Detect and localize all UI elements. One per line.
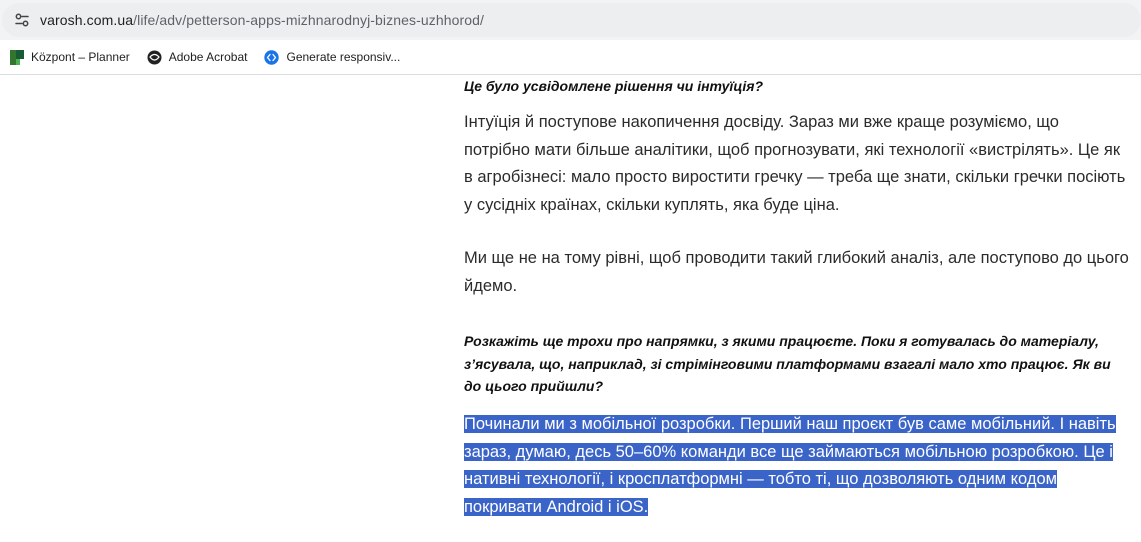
generate-icon: [264, 50, 279, 65]
bookmark-label: Adobe Acrobat: [168, 50, 248, 64]
site-info-icon[interactable]: [13, 11, 31, 29]
bookmark-acrobat[interactable]: [138, 44, 256, 70]
url-path: /life/adv/petterson-apps-mizhnarodnyj-biznes-uzhhorod/: [133, 12, 485, 28]
interview-answer: Інтуїція й поступове накопичення досвіду. Зараз ми вже краще розуміємо, що потрібно мати більше аналітики, щоб прогнозувати, які технології «вистрілять». Це як в агробізнесі: мало просто виростити гречку — треба ще знати, скільки гречки посіють у сусідніх країнах, скільки куплять, яка буде ціна.: [464, 113, 1126, 214]
url-text[interactable]: [40, 12, 484, 28]
url-host: varosh.com.ua: [40, 12, 134, 28]
bookmark-planner[interactable]: [0, 44, 138, 70]
selected-answer: [464, 411, 1129, 521]
bookmarks-bar: [0, 40, 1141, 75]
bookmark-generate[interactable]: [255, 44, 408, 70]
page-content: [0, 75, 1141, 542]
interview-answer: Ми ще не на тому рівні, щоб проводити такий глибокий аналіз, але поступово до цього йдемо.: [464, 249, 1129, 295]
bookmark-label: Központ – Planner: [31, 50, 130, 64]
planner-icon: [9, 50, 24, 65]
address-bar: [0, 0, 1141, 40]
acrobat-icon: [147, 50, 162, 65]
interview-question: Це було усвідомлене рішення чи інтуїція?: [464, 78, 764, 94]
url-field[interactable]: [2, 3, 1141, 37]
interview-question: Розкажіть ще трохи про напрямки, з якими працюєте. Поки я готувалась до матеріалу, з’ясувала, що, наприклад, зі стрімінговими платформами взагалі мало хто працює. Як ви до цього прийшли?: [464, 333, 1111, 394]
bookmark-label: Generate responsiv...: [286, 50, 401, 64]
text-selection[interactable]: Починали ми з мобільної розробки. Перший наш проєкт був саме мобільний. І навіть зараз, думаю, десь 50–60% команди все ще займаються мобільною розробкою. Це і нативні технології, і кросплатформні — тобто ті, що дозволяють одним кодом покривати Android і iOS.: [464, 415, 1116, 516]
